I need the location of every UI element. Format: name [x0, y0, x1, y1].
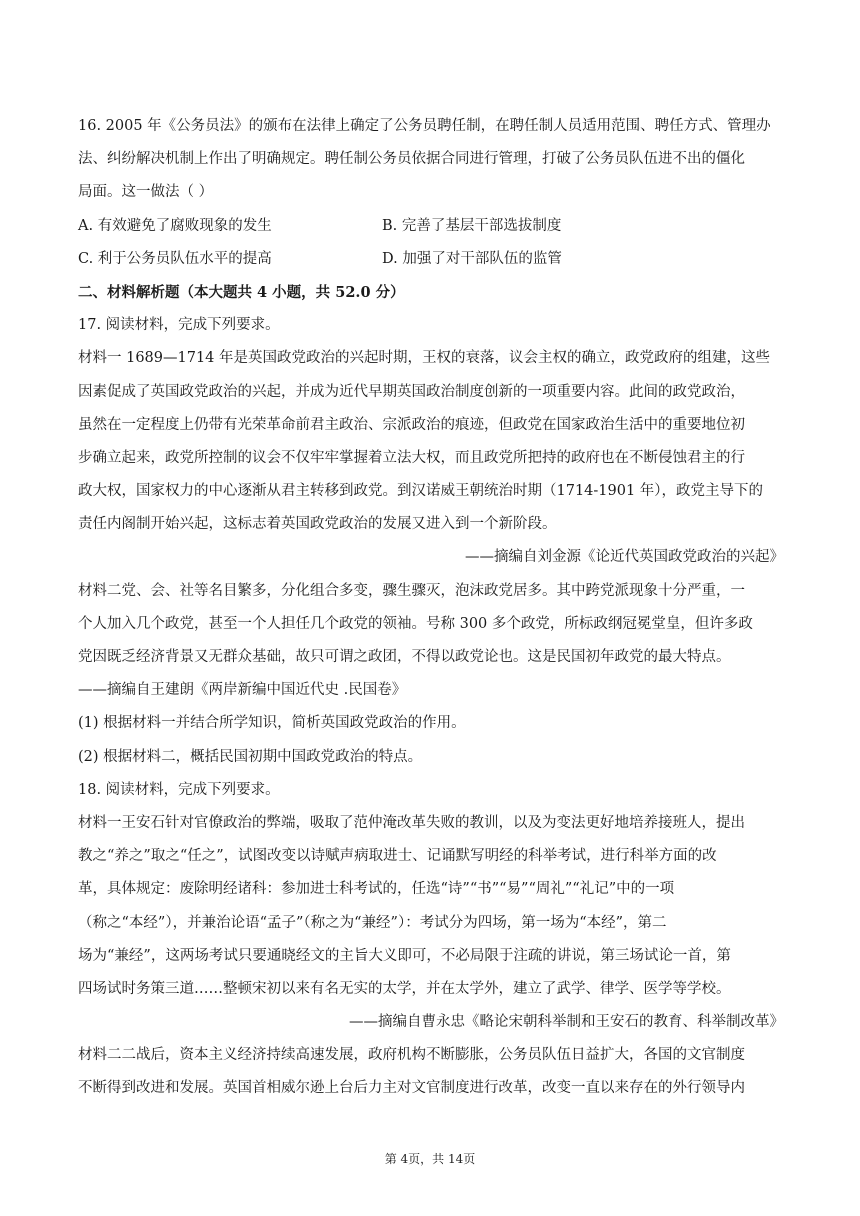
q16-line-1: 16. 2005 年《公务员法》的颁布在法律上确定了公务员聘任制，在聘任制人员适用范围、聘任方式、管理办 — [78, 118, 771, 134]
q17-source-1: ——摘编自刘金源《论近代英国政党政治的兴起》 — [465, 549, 784, 566]
q17-source-2: ——摘编自王建朗《两岸新编中国近代史 .民国卷》 — [78, 682, 407, 699]
q16-line-3: 局面。这一做法（ ） — [78, 184, 214, 201]
q16-line-2: 法、纠纷解决机制上作出了明确规定。聘任制公务员依据合同进行管理，打破了公务员队伍进不出的僵化 — [78, 151, 745, 168]
q17-material1-line: 政大权，国家权力的中心逐渐从君主转移到政党。到汉诺威王朝统治时期（1714-1901 年），政党主导下的 — [78, 483, 764, 500]
q16-option-b: B. 完善了基层干部选拔制度 — [382, 217, 562, 234]
q18-material1-line: 革，具体规定：废除明经诸科：参加进士科考试的，任选“诗”“书”“易”“周礼”“礼记”中的一项 — [78, 881, 675, 898]
q16-option-a: A. 有效避免了腐败现象的发生 — [78, 217, 272, 234]
q18-material1-line: 教之“养之”取之“任之”，试图改变以诗赋声病取进士、记诵默写明经的科举考试，进行科举方面的改 — [78, 848, 717, 865]
q17-material2-line: 个人加入几个政党，甚至一个人担任几个政党的领袖。号称 300 多个政党，所标政纲冠冕堂皇，但许多政 — [78, 615, 753, 632]
q16-options-row-1 — [78, 210, 784, 243]
q17-material1-line: 材料一 1689—1714 年是英国政党政治的兴起时期，王权的衰落，议会主权的确立，政党政府的组建，这些 — [78, 350, 771, 367]
q18-material1-line: 场为“兼经”，这两场考试只要通晓经文的主旨大义即可，不必局限于注疏的讲说，第三场试论一首，第 — [78, 947, 731, 964]
q18-material1-line: 材料一王安石针对官僚政治的弊端，吸取了范仲淹改革失败的教训，以及为变法更好地培养接班人，提出 — [78, 814, 745, 831]
q16-option-c: C. 利于公务员队伍水平的提高 — [78, 250, 272, 267]
q18-material1-line: 四场试时务策三道……整顿宋初以来有名无实的太学，并在太学外，建立了武学、律学、医学等学校。 — [78, 980, 731, 997]
q17-material1-line: 因素促成了英国政党政治的兴起，并成为近代早期英国政治制度创新的一项重要内容。此间的政党政治， — [78, 383, 745, 400]
section-2-title: 二、材料解析题（本大题共 4 小题，共 52.0 分） — [78, 283, 405, 301]
q17-material1-line: 虽然在一定程度上仍带有光荣革命前君主政治、宗派政治的痕迹，但政党在国家政治生活中的重要地位初 — [78, 416, 745, 433]
q17-material1-line: 步确立起来，政党所控制的议会不仅牢牢掌握着立法大权，而且政党所把持的政府也在不断侵蚀君主的行 — [78, 449, 745, 466]
q18-stem: 18. 阅读材料，完成下列要求。 — [78, 781, 280, 798]
q18-material2-line: 不断得到改进和发展。英国首相威尔逊上台后力主对文官制度进行改革，改变一直以来存在的外行领导内 — [78, 1080, 745, 1097]
q17-material2-line: 材料二党、会、社等名目繁多，分化组合多变，骤生骤灭，泡沫政党居多。其中跨党派现象十分严重，一 — [78, 582, 745, 599]
q16-options-row-2 — [78, 243, 784, 276]
q17-material2-line: 党因既乏经济背景又无群众基础，故只可谓之政团，不得以政党论也。这是民国初年政党的最大特点。 — [78, 649, 731, 665]
q17-question-2: (2) 根据材料二，概括民国初期中国政党政治的特点。 — [78, 748, 423, 765]
q17-material1-line: 责任内阁制开始兴起，这标志着英国政党政治的发展又进入到一个新阶段。 — [78, 516, 557, 533]
page-number: 第 4页，共 14页 — [384, 1152, 476, 1166]
q17-question-1: (1) 根据材料一并结合所学知识，简析英国政党政治的作用。 — [78, 715, 466, 732]
q18-material2-line: 材料二二战后，资本主义经济持续高速发展，政府机构不断膨胀，公务员队伍日益扩大，各国的文官制度 — [78, 1047, 745, 1064]
page-content — [78, 110, 784, 1106]
q18-material1-line: （称之“本经”），并兼治论语“孟子”（称之为“兼经”）：考试分为四场，第一场为“本经”，第二 — [78, 914, 667, 931]
q18-source-1: ——摘编自曹永忠《略论宋朝科举制和王安石的教育、科举制改革》 — [349, 1014, 784, 1031]
q16-option-d: D. 加强了对干部队伍的监管 — [382, 250, 562, 267]
q17-stem: 17. 阅读材料，完成下列要求。 — [78, 317, 280, 334]
